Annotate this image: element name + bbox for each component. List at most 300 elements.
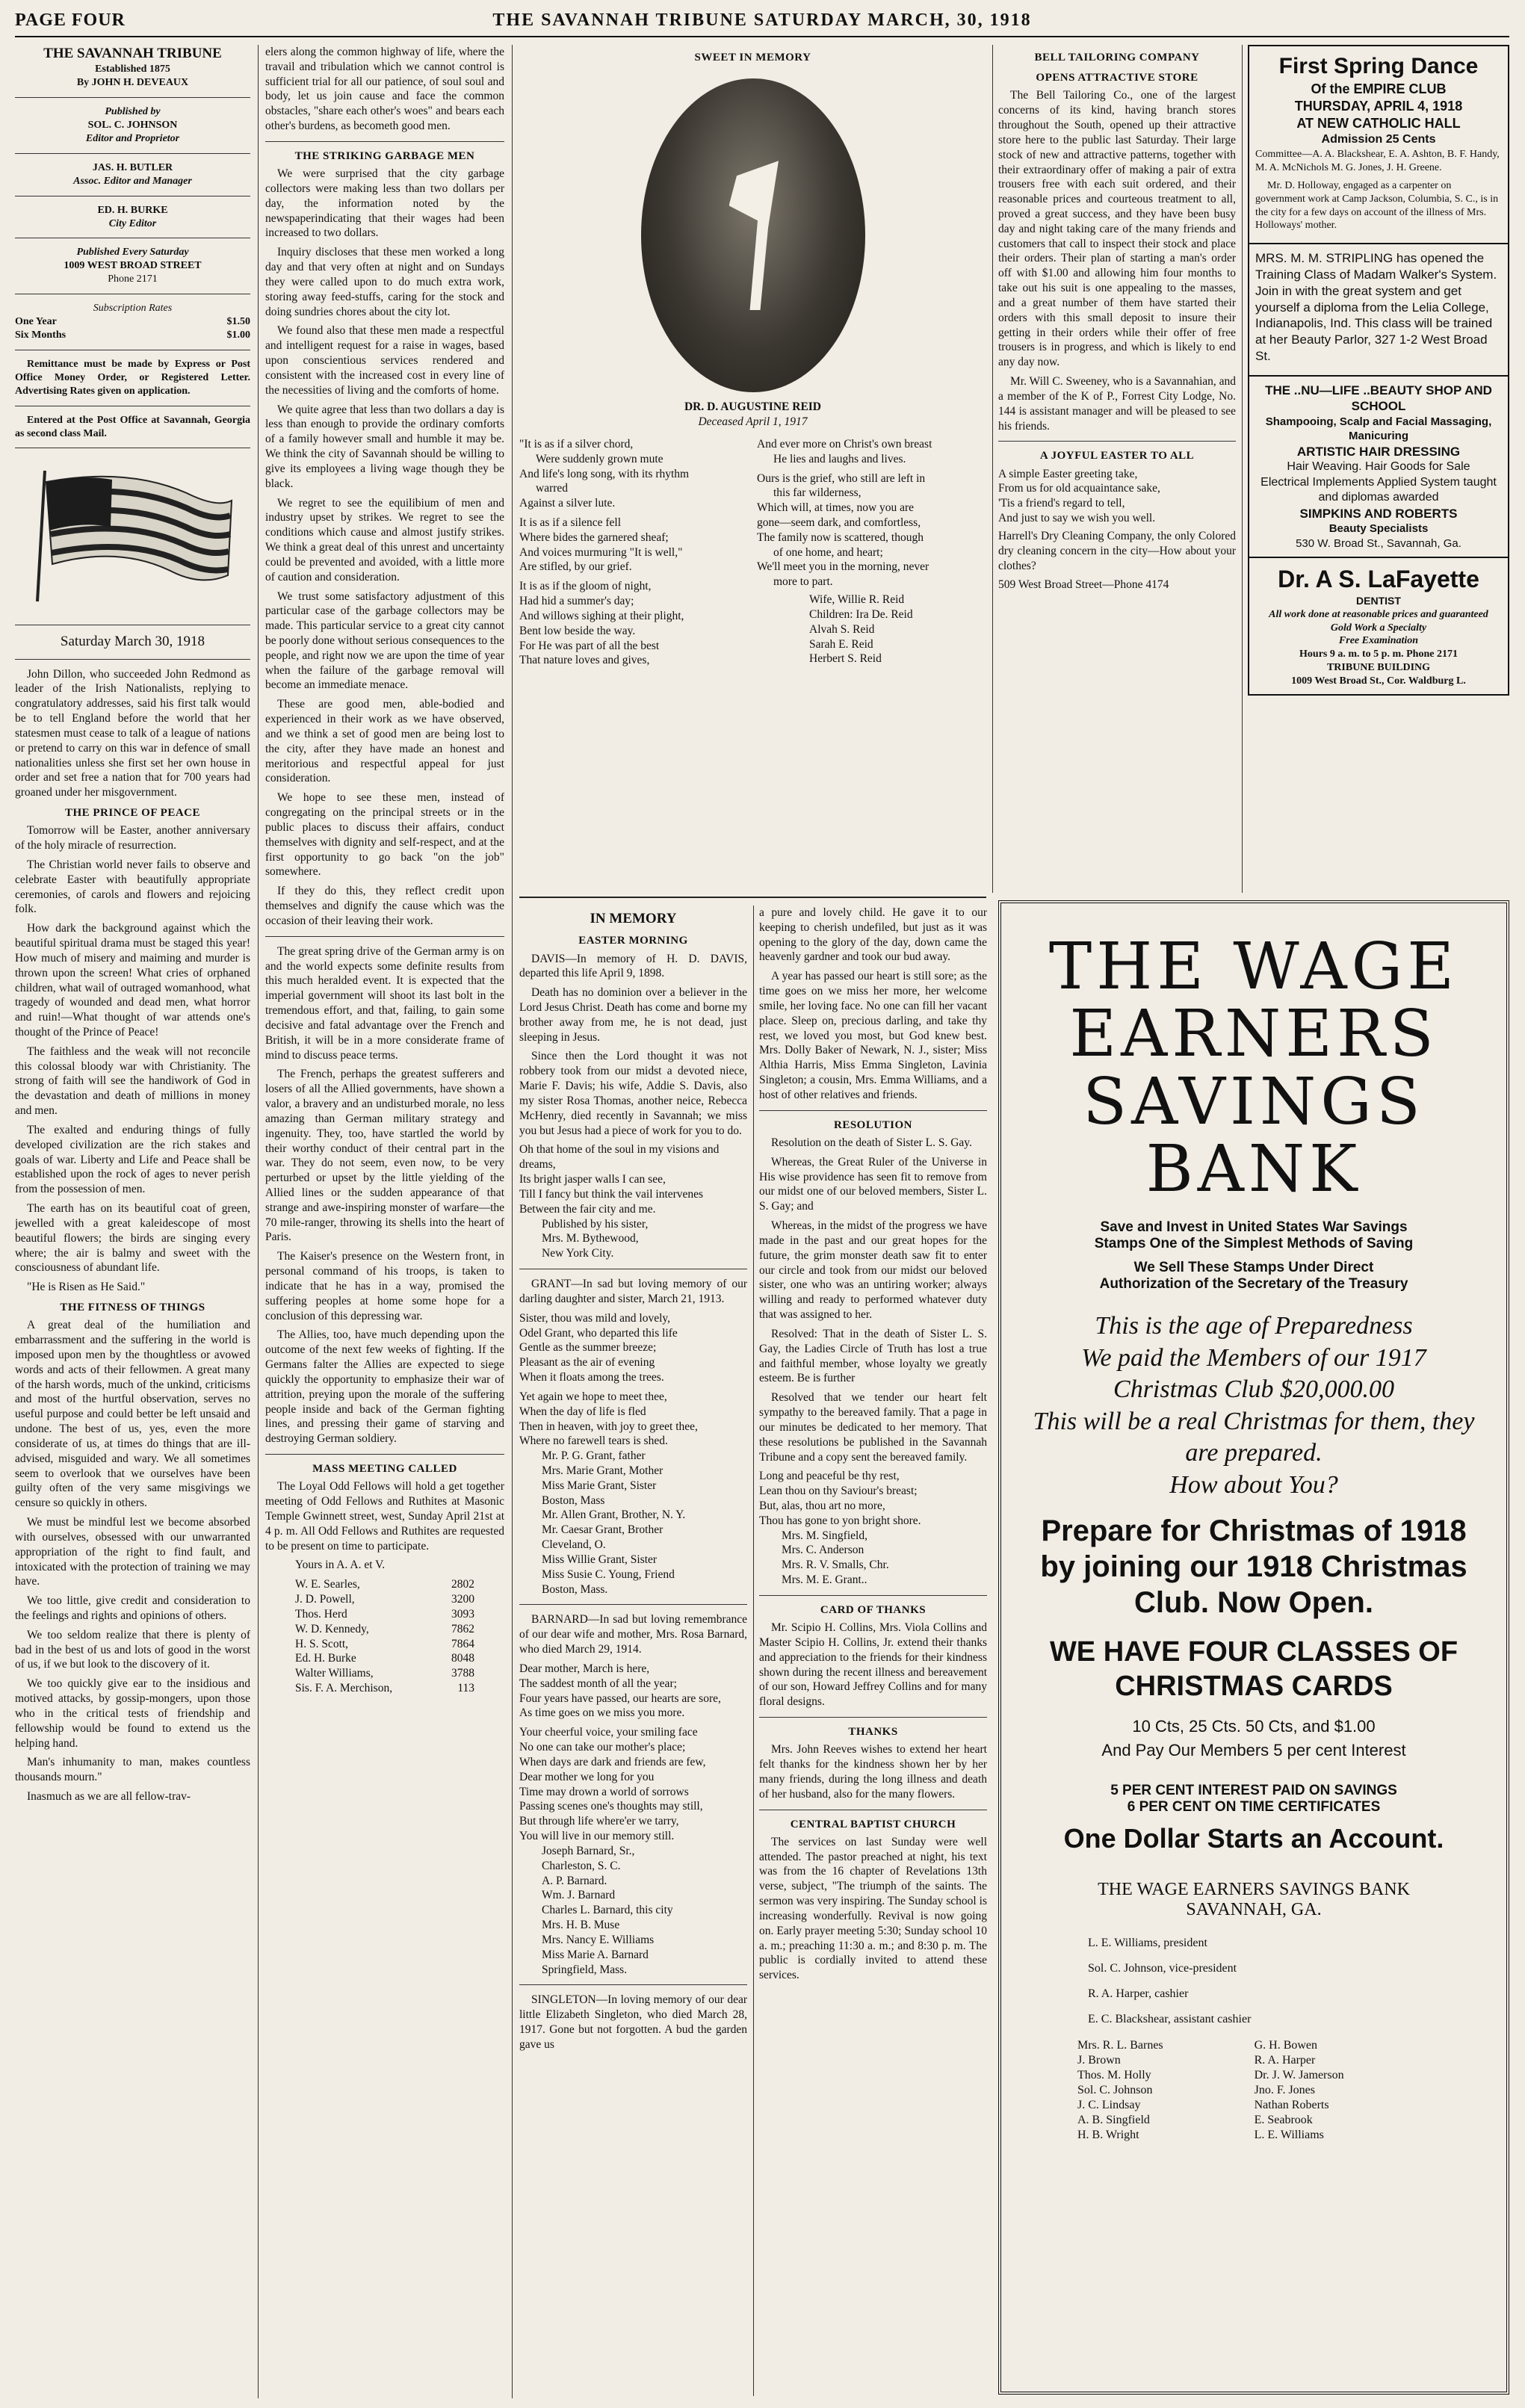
fitness-paragraph: We too little, give credit and consideration to the feelings and rights and opinions of others.	[15, 1594, 250, 1622]
poem-line: Sister, thou was mild and lovely,	[519, 1311, 671, 1325]
fitness-paragraph: A great deal of the humiliation and embarrassment and the suffering in the world is imposed upon men by the thoughtless or avowed words and acts of their fellowmen. A great many of the harsh words, much of the unkind, criticisms and most of the hurtful observation, serves no useful purpose and could better be left unsaid and undone. The best of us, yes, even the more considerate of us, at times do things that are ill-advised, misguided and wary. We all sometimes seem to overlook that we ourselves have been guilty often of the very same misgivings we censure so quickly in others.	[15, 1319, 250, 1510]
signature-line: Mr. Allen Grant, Brother, N. Y.	[542, 1508, 686, 1522]
dance-line: AT NEW CATHOLIC HALL	[1296, 116, 1461, 131]
joyful-easter-heading: A JOYFUL EASTER TO ALL	[1039, 450, 1195, 462]
bank-prices: 10 Cts, 25 Cts. 50 Cts, and $1.00	[1132, 1717, 1376, 1736]
garbage-paragraph: Inquiry discloses that these men worked a long day and that very often at night and on Sundays they were called upon to do much extra work, storing away feed-stuffs, caring for the stock and doing sundries chores about the city lot.	[265, 246, 504, 318]
card-of-thanks-heading: CARD OF THANKS	[820, 1603, 927, 1616]
bank-interest: 5 PER CENT INTEREST PAID ON SAVINGS	[1110, 1783, 1397, 1799]
prince-paragraph: How dark the background against which the beautiful spiritual drama must be staged this year! How much of misery and maiming and murder is thrown upon the screen! What cries of orphaned children, what wail of outraged womanhood, what tragedy of wounded and dead men, what horror and ruin!—What thought of war attends one's thought of the Prince of Peace!	[15, 922, 250, 1039]
director-row	[1073, 2038, 1434, 2053]
director-name: J. Brown	[1077, 2054, 1121, 2067]
sweet-in-memory-heading: SWEET IN MEMORY	[694, 52, 811, 64]
bank-save-text: Save and Invest in United States War Savings Stamps One of the Simplest Methods of Saving	[1094, 1219, 1414, 1252]
bank-officer: L. E. Williams, president	[1088, 1937, 1207, 1950]
bank-directors	[1073, 2038, 1434, 2143]
davis-body: Death has no dominion over a believer in the Lord Jesus Christ. Death has come and borne my brother away from me, he is not dead, just sleeping in Jesus.	[519, 986, 747, 1044]
rate-six-value: $1.00	[226, 329, 250, 341]
resolution-paragraph: Resolution on the death of Sister L. S. Gay.	[771, 1136, 972, 1149]
director-name: Sol. C. Johnson	[1077, 2084, 1153, 2097]
garbage-paragraph: We found also that these men made a respectful and intelligent request for a raise in wages, based upon conscientious services rendered and consistent with the increased cost in every line of the necessities of living and the comforts of home.	[265, 324, 504, 397]
beauty-title: THE ..NU—LIFE ..BEAUTY SHOP AND SCHOOL	[1265, 383, 1492, 414]
bell-paragraph: Mr. Will C. Sweeney, who is a Savannahian, and a member of the K of P., Forrest City Lodge, No. 144 is assistant manager and will be pleased to see his friends.	[998, 375, 1236, 433]
director-name: E. Seabrook	[1254, 2114, 1313, 2127]
fitness-paragraph: We too quickly give ear to the insidious and motived attacks, by gossip-mongers, upon those who in the critical tests of friendship and fellowship would be found to extend us the helping hand.	[15, 1677, 250, 1750]
signature-line: Miss Marie A. Barnard	[542, 1948, 649, 1961]
signer-name: W. D. Kennedy,	[295, 1622, 369, 1635]
poem-line: But through life where'er we tarry,	[519, 1815, 679, 1828]
dance-title: First Spring Dance	[1278, 54, 1479, 78]
bell-paragraph: The Bell Tailoring Co., one of the largest concerns of its kind, having branch stores throughout the South, opened up their attractive store here to the public last Saturday. Their large stock of new and attractive patterns, together with their extraordinary offer of making a pair of extra trousers free with each suit ordered, and their reasonable prices and courteous treatment to all, proved a great success, and they have been busy day and night taking care of the many friends and customers that call to inspect their stock and place their orders. Their plan of starting a man's order off with $1.00 and allowing him four months to take out his suit is one appealing to the masses, and a great number of them have started their orders with this small deposit to insure their getting in their orders while their offer of free trousers is in progress, and which is likely to end any day now.	[998, 89, 1236, 369]
poem-line: No one can take our mother's place;	[519, 1741, 686, 1754]
singleton-continued: a pure and lovely child. He gave it to our keeping to cherish undefiled, but just as it was opening to the glory of the day, down came the heavenly gardner and took our bud away.	[759, 906, 987, 964]
garbage-heading: THE STRIKING GARBAGE MEN	[294, 149, 475, 162]
column-6-ads	[1248, 45, 1509, 893]
signer-name: H. S. Scott,	[295, 1637, 349, 1650]
director-name: J. C. Lindsay	[1077, 2099, 1141, 2112]
poem-line: And ever more on Christ's own breast	[757, 437, 932, 451]
prince-paragraph: Tomorrow will be Easter, another anniversary of the holy miracle of resurrection.	[15, 824, 250, 852]
beauty-line: 530 W. Broad St., Savannah, Ga.	[1296, 536, 1461, 550]
thanks-paragraph: Mrs. John Reeves wishes to extend her heart felt thanks for the kindness shown her by her many friends, during the long illness and death of her husband, also for the many flowers.	[759, 1743, 987, 1801]
signers-list	[265, 1577, 504, 1696]
poem-line: But, alas, thou art no more,	[759, 1499, 885, 1512]
mass-meeting-closing: Yours in A. A. et V.	[295, 1559, 386, 1572]
poem-line: Lean thou on thy Saviour's breast;	[759, 1485, 918, 1498]
director-name: H. B. Wright	[1077, 2129, 1139, 2142]
signer-row	[265, 1666, 504, 1681]
masthead-published-by: Published by	[105, 106, 161, 118]
bank-title-line: BANK	[1145, 1131, 1362, 1207]
signer-row	[265, 1592, 504, 1607]
poem-line: Your cheerful voice, your smiling face	[519, 1726, 698, 1739]
resolution-paragraph: Whereas, the Great Ruler of the Universe in His wise providence has seen fit to remove from our midst one of our beloved members, Sister L. S. Gay; and	[759, 1155, 987, 1213]
poem-line: Dear mother we long for you	[519, 1770, 655, 1783]
poem-line: more to part.	[773, 575, 833, 589]
bank-officer: E. C. Blackshear, assistant cashier	[1088, 2013, 1252, 2026]
poem-line: For He was part of all the best	[519, 639, 660, 652]
signature-line: Mrs. C. Anderson	[782, 1544, 864, 1557]
signer-number: 113	[457, 1682, 474, 1695]
american-flag-image	[15, 463, 239, 605]
director-row	[1073, 2128, 1434, 2143]
in-memory-heading: IN MEMORY	[590, 911, 677, 926]
signer-number: 2802	[451, 1578, 474, 1591]
mass-meeting-heading: MASS MEETING CALLED	[312, 1463, 457, 1476]
dillon-paragraph: John Dillon, who succeeded John Redmond as leader of the Irish Nationalists, replying to congratulatory addresses, said his first talk would be to tell England before the world that her statesmen must cease to talk of a league of nations or pretend to carry on this war in defence of small nationalities unless she first set her own house in order and set free a nation that for 700 years had groaned under her misgovernment.	[15, 667, 250, 799]
poem-line: Then in heaven, with joy to greet thee,	[519, 1420, 698, 1433]
card-of-thanks: Mr. Scipio H. Collins, Mrs. Viola Collins and Master Scipio H. Collins, Jr. extend their thanks and appreciation to the friends for their kindness shown during the recent illness and bereavement of our son, Howard Jeffrey Collins and for many floral designs.	[759, 1621, 987, 1709]
bank-script: How about You?	[1169, 1470, 1338, 1499]
poem-line: That nature loves and gives,	[519, 654, 650, 667]
resolution-paragraph: Resolved that we tender our heart felt sympathy to the bereaved family. That a page in our minutes be dedicated to her memory. That these resolutions be published in the Savannah Tribune and a copy sent the bereaved family.	[759, 1391, 987, 1464]
director-row	[1073, 2053, 1434, 2068]
rate-year	[15, 315, 250, 329]
poem-right	[757, 437, 981, 589]
mass-meeting-paragraph: The Loyal Odd Fellows will hold a get together meeting of Odd Fellows and Ruthites at Masonic Temple Gwinnett street, west, Sunday April 21st at 4 p. m. All Odd Fellows and Ruthites are requested to be present on time to participate.	[265, 1480, 504, 1553]
dentist-line: TRIBUNE BUILDING	[1326, 662, 1431, 674]
drive-paragraph: The great spring drive of the German army is on and the world expects some definite results from this much heralded event. It is expected that the imperial government will shoot its last bolt in the tremendous effort, and that, failing, to gain some decisive and fatal advantage over the French and British, it will be in a more considerate frame of mind to discuss peace terms.	[265, 944, 504, 1062]
signer-name: Sis. F. A. Merchison,	[295, 1682, 393, 1695]
signature-line: Boston, Mass.	[542, 1582, 608, 1596]
signature-line: Miss Willie Grant, Sister	[542, 1553, 658, 1566]
rate-six	[15, 329, 250, 342]
masthead-address: 1009 WEST BROAD STREET	[64, 260, 202, 272]
bank-script: We paid the Members of our 1917 Christmas Club $20,000.00	[1081, 1343, 1426, 1404]
dentist-ad	[1248, 558, 1509, 696]
garbage-paragraph: We regret to see the equilibium of men and industry upset by strikes. We regret to see the conditions which cause and almost justify strikes. We think a great deal of this unrest and uncertainty could be prevented and avoided, with a little more of caution and consideration.	[265, 496, 504, 584]
beauty-line: SIMPKINS AND ROBERTS	[1299, 506, 1458, 521]
signer-name: Walter Williams,	[295, 1667, 374, 1680]
masthead-publisher: SOL. C. JOHNSON	[87, 120, 178, 131]
signature-line: Cleveland, O.	[542, 1538, 606, 1552]
signer-number: 3093	[451, 1607, 474, 1621]
easter-morning-heading: EASTER MORNING	[578, 935, 688, 947]
spring-dance-ad	[1248, 45, 1509, 244]
portrait-image	[641, 78, 865, 392]
poem-line: We'll meet you in the morning, never	[757, 560, 929, 574]
garbage-paragraph: If they do this, they reflect credit upon themselves and dignify the cause which was the occasion of their leaving their work.	[265, 885, 504, 927]
resolution-paragraph: Resolved: That in the death of Sister L. S. Gay, the Ladies Circle of Truth has lost a true and faithful member, whose loyalty we greatly esteem. Be is further	[759, 1327, 987, 1385]
signature-line: Boston, Mass	[542, 1494, 605, 1507]
column-5	[998, 45, 1236, 893]
bank-interest: 6 PER CENT ON TIME CERTIFICATES	[1127, 1799, 1381, 1816]
poem-line: Gentle as the summer breeze;	[519, 1341, 657, 1355]
poem-line: "It is as if a silver chord,	[519, 437, 634, 451]
director-name: Thos. M. Holly	[1077, 2069, 1151, 2082]
bell-tailoring-heading: BELL TAILORING COMPANY	[1034, 52, 1200, 64]
poem-line: Oh that home of the soul in my visions and dreams,	[519, 1143, 720, 1171]
signature-line: Mrs. H. B. Muse	[542, 1919, 620, 1932]
poem-line: The saddest month of all the year;	[519, 1677, 677, 1690]
bank-officer: R. A. Harper, cashier	[1088, 1987, 1189, 2001]
holloway-notice: Mr. D. Holloway, engaged as a carpenter on government work at Camp Jackson, Columbia, S. C., is in the city for a few days on account of the illness of Mrs. Holloways' mother.	[1255, 179, 1499, 232]
bank-classes: WE HAVE FOUR CLASSES OF CHRISTMAS CARDS	[1049, 1636, 1459, 1702]
poem-line: When the day of life is fled	[519, 1405, 646, 1418]
bank-prepare: Prepare for Christmas of 1918 by joining our 1918 Christmas Club. Now Open.	[1040, 1514, 1467, 1620]
director-name: R. A. Harper	[1254, 2054, 1316, 2067]
poem-left	[519, 437, 743, 668]
signer-row	[265, 1607, 504, 1622]
fitness-continued: elers along the common highway of life, where the travail and tribulation which we cannot control is sufficient trial for all our patience, of soul soul and body, let us join cause and face the common obstacles, "share each other's woes" and bears each other's burdens, as becometh good men.	[265, 46, 504, 133]
column-2	[265, 45, 504, 2398]
rate-six-label: Six Months	[15, 329, 66, 341]
bank-name: THE WAGE EARNERS SAVINGS BANK	[1098, 1880, 1410, 1900]
signature-line: Mr. P. G. Grant, father	[542, 1449, 646, 1463]
masthead-pub-every: Published Every Saturday	[76, 247, 189, 259]
drive-paragraph: The Kaiser's presence on the Western front, in personal command of his troops, is taken to indicate that he has in a way, promised the suffering peoples at home some hope for a conclusion of this depressing war.	[265, 1250, 504, 1322]
fitness-paragraph: Inasmuch as we are all fellow-trav-	[27, 1790, 191, 1804]
fitness-paragraph: Man's inhumanity to man, makes countless thousands mourn."	[15, 1756, 250, 1784]
prince-of-peace-heading: THE PRINCE OF PEACE	[64, 807, 201, 820]
memory-right-column	[759, 906, 987, 2396]
davis-poem	[519, 1142, 747, 1216]
poem-line: this far wilderness,	[773, 486, 862, 500]
poem-line: And life's long song, with its rhythm	[519, 467, 690, 480]
director-name: A. B. Singfield	[1077, 2114, 1150, 2127]
signature-line: Mrs. M. E. Grant..	[782, 1573, 867, 1587]
dentist-name: Dr. A S. LaFayette	[1278, 565, 1479, 592]
poem-line: When days are dark and friends are few,	[519, 1755, 706, 1768]
signer-number: 7862	[451, 1622, 474, 1635]
dateline: Saturday March 30, 1918	[60, 634, 205, 650]
garbage-paragraph: We hope to see these men, instead of congregating on the principal streets or in the public places to discuss their affairs, conduct themselves with dignity and self-respect, and at the first opportunity to go back "on the job" somewhere.	[265, 791, 504, 879]
poem-line: Where no farewell tears is shed.	[519, 1434, 668, 1448]
signature-line: Joseph Barnard, Sr.,	[542, 1844, 635, 1857]
signer-name: Thos. Herd	[295, 1607, 347, 1621]
resolution-poem	[759, 1469, 987, 1528]
poem-line: Its bright jasper walls I can see,	[519, 1173, 666, 1186]
fitness-heading: THE FITNESS OF THINGS	[60, 1302, 205, 1314]
poem-line: Time may drown a world of sorrows	[519, 1785, 689, 1798]
masthead-assoc-role: Assoc. Editor and Manager	[73, 175, 192, 187]
dentist-line: Hours 9 a. m. to 5 p. m. Phone 2171	[1299, 649, 1458, 660]
dentist-line: 1009 West Broad St., Cor. Waldburg L.	[1291, 675, 1466, 687]
signature-line: Charleston, S. C.	[542, 1859, 621, 1872]
signature-line: New York City.	[542, 1247, 614, 1260]
prince-paragraph: The exalted and enduring things of fully developed civilization are the rich stakes and goals of war. Liberty and Life and Peace shall be established upon the rock of ages to never perish from the possession of men.	[15, 1123, 250, 1196]
harrells-address: 509 West Broad Street—Phone 4174	[998, 578, 1169, 592]
poem-line: Yet again we hope to meet thee,	[519, 1390, 667, 1403]
poem-line: Were suddenly grown mute	[536, 452, 663, 465]
poem-line: The family now is scattered, though	[757, 530, 924, 544]
garbage-paragraph: We were surprised that the city garbage collectors were making less than two dollars per day, the information noted by the newspaperindicating that their wages had been increased to two dollars.	[265, 167, 504, 240]
signer-number: 8048	[451, 1652, 474, 1665]
prince-paragraph: "He is Risen as He Said."	[27, 1281, 146, 1294]
bank-dollar: One Dollar Starts an Account.	[1063, 1823, 1444, 1854]
poem-line: He lies and laughs and lives.	[773, 452, 906, 465]
poem-line: From us for old acquaintance sake,	[998, 482, 1160, 495]
stripling-text: MRS. M. M. STRIPLING has opened the Training Class of Madam Walker's System. Join in with the great system and get yourself a diploma from the Lelia College, Indianapolis, Ind. This class will be trained at her Beauty Parlor, 327 1-2 West Broad St.	[1255, 251, 1497, 363]
director-row	[1073, 2068, 1434, 2083]
bank-officers	[1088, 1937, 1479, 2026]
dance-line: Of the EMPIRE CLUB	[1311, 81, 1447, 97]
poem-line: It is as if the gloom of night,	[519, 580, 652, 593]
prince-paragraph: The Christian world never fails to observe and celebrate Easter with beautifully appropriate ceremonies, of carols and flowers and rejoicing folk.	[15, 858, 250, 916]
prince-paragraph: The earth has on its beautiful coat of green, jewelled with a great kaleidescope of most beautiful flowers; the birds are singing every where; the air is balmy and sweet with the consciousness of abundant life.	[15, 1202, 250, 1275]
dentist-line: Gold Work a Specialty	[1330, 622, 1427, 634]
beauty-shop-ad	[1248, 377, 1509, 558]
signer-name: J. D. Powell,	[295, 1593, 355, 1606]
barnard-poem	[519, 1662, 747, 1844]
masthead-city-editor: ED. H. BURKE	[97, 204, 168, 216]
dentist-line: All work done at reasonable prices and guaranteed	[1269, 608, 1488, 620]
dance-line: THURSDAY, APRIL 4, 1918	[1294, 99, 1463, 114]
masthead-city-editor-role: City Editor	[108, 217, 157, 229]
davis-notice: DAVIS—In memory of H. D. DAVIS, departed this life April 9, 1898.	[519, 952, 747, 980]
signer-row	[265, 1577, 504, 1592]
singleton-continued: A year has passed our heart is still sore; as the time goes on we miss her more, her welcome smile, her loving face. No one can fill her vacant place. Sleep on, precious darling, and take thy rest, we loved you most, but God knew best. Mrs. Dolly Baker of Newark, N. J., sister; Miss Althia Harris, Miss Emma Singleton, Lavinia Singleton; a cousin, Mrs. Emma Williams, and a host of other relatives and friends.	[759, 970, 987, 1101]
signature-line: Miss Marie Grant, Sister	[542, 1479, 657, 1492]
poem-line: And voices murmuring "It is well,"	[519, 545, 683, 559]
subscription-heading: Subscription Rates	[93, 303, 173, 315]
signer-name: W. E. Searles,	[295, 1578, 360, 1591]
sweet-in-memory	[519, 45, 986, 893]
signer-row	[265, 1681, 504, 1696]
masthead-founder: By JOHN H. DEVEAUX	[76, 77, 189, 89]
garbage-paragraph: We quite agree that less than two dollars a day is less than enough to provide the ordinary comforts of a family however small and humble it may be. We think the city of Savannah should be willing to give its employees a living wage though they be black.	[265, 403, 504, 490]
wage-earners-bank-ad	[998, 900, 1509, 2395]
director-row	[1073, 2113, 1434, 2128]
poem-line: Long and peaceful be thy rest,	[759, 1470, 900, 1483]
poem-line: Four years have passed, our hearts are sore,	[519, 1692, 721, 1705]
drive-paragraph: The French, perhaps the greatest sufferers and losers of all the Allied governments, have shown a valor, a bravery and an undisturbed morale, no less amazing than German military strategy and ingenuity. They, too, have startled the world by their worthy conduct of their central part in the war. They do not seem, even now, to be very perturbed or upset by the little yielding of the Allied lines or the sudden appearance of that strange and awe-inspiring monster of warfare—the 70 mile-ranger, throwing its shells into the heart of Paris.	[265, 1068, 504, 1244]
davis-signature	[519, 1217, 747, 1261]
portrait-name: DR. D. AUGUSTINE REID	[684, 400, 822, 414]
bank-officer: Sol. C. Johnson, vice-president	[1088, 1962, 1237, 1975]
signature-line: A. P. Barnard.	[542, 1874, 607, 1887]
signature-line: Wm. J. Barnard	[542, 1889, 616, 1902]
beauty-line: Shampooing, Scalp and Facial Massaging, Manicuring	[1265, 415, 1492, 443]
poem-line: Till I fancy but think the vail intervenes	[519, 1187, 704, 1201]
page-number: PAGE FOUR	[15, 10, 126, 30]
director-name: L. E. Williams	[1254, 2129, 1324, 2142]
director-name: Mrs. R. L. Barnes	[1077, 2039, 1163, 2052]
masthead-publisher-role: Editor and Proprietor	[85, 132, 180, 144]
grant-signature	[519, 1449, 747, 1597]
signature-line: Springfield, Mass.	[542, 1963, 628, 1976]
signature-line: Mrs. M. Singfield,	[782, 1529, 867, 1542]
dentist-role: DENTIST	[1356, 594, 1401, 607]
signature-line: Miss Susie C. Young, Friend	[542, 1567, 675, 1581]
singleton-notice: SINGLETON—In loving memory of our dear little Elizabeth Singleton, who died March 28, 1917. Gone but not forgotten. A bud the garden gave us	[519, 1993, 747, 2051]
dance-admission: Admission 25 Cents	[1321, 133, 1436, 146]
remittance-notice: Remittance must be made by Express or Post Office Money Order, or Registered Letter. Advertising Rates given on application.	[15, 358, 250, 397]
harrells-ad: Harrell's Dry Cleaning Company, the only Colored dry cleaning concern in the city—How about your clothes?	[998, 529, 1236, 572]
poem-line: And willows sighing at their plight,	[519, 609, 684, 622]
bank-title-line: EARNERS	[1069, 997, 1438, 1072]
poem-line: warred	[536, 482, 569, 495]
central-baptist-heading: CENTRAL BAPTIST CHURCH	[790, 1818, 956, 1830]
poem-line: Passing scenes one's thoughts may still,	[519, 1800, 703, 1813]
signature-line: Mrs. M. Bythewood,	[542, 1232, 639, 1245]
central-baptist-paragraph: The services on last Sunday were well attended. The pastor preached at night, his text was from the 16 chapter of Revelations 13th verse, subject, "The triumph of the saints. The sermon was very inspiring. The Sunday school is increasing wonderfully. Revival is now going on. Early prayer meeting 5:30; Sunday school 10 a. m.; preaching 11:30 a. m.; and 8:30 p. m. The public is cordially invited to attend these services.	[759, 1835, 987, 1982]
poem-line: gone—seem dark, and comfortless,	[757, 516, 921, 529]
thanks-heading: THANKS	[848, 1726, 898, 1739]
director-name: Jno. F. Jones	[1254, 2084, 1315, 2097]
signature-line: Mrs. R. V. Smalls, Chr.	[782, 1559, 889, 1572]
column-1	[15, 45, 250, 2398]
rate-year-label: One Year	[15, 316, 57, 328]
signer-name: Ed. H. Burke	[295, 1652, 356, 1665]
bank-script: This is the age of Preparedness	[1095, 1312, 1413, 1340]
bell-tailoring-subheading: OPENS ATTRACTIVE STORE	[1036, 72, 1198, 84]
signature-line: Charles L. Barnard, this city	[542, 1904, 673, 1917]
stripling-ad	[1248, 244, 1509, 376]
bank-title-line: SAVINGS	[1083, 1064, 1425, 1139]
bank-script: This will be a real Christmas for them, they are prepared.	[1033, 1407, 1475, 1467]
davis-body: Since then the Lord thought it was not robbery took from our midst a devoted niece, Marie F. Davis; his wife, Addie S. Davis, also my sister Rosa Thomas, another neice, Rebecca McHenry, died recently in Savannah; we miss you but Jesus had a piece of work for you to do.	[519, 1050, 747, 1137]
bank-sell-text: We Sell These Stamps Under Direct Authorization of the Secretary of the Treasury	[1099, 1260, 1408, 1293]
poem-line: Against a silver lute.	[519, 497, 616, 510]
poem-line: A simple Easter greeting take,	[998, 467, 1138, 480]
poem-line: Which will, at times, now you are	[757, 501, 915, 515]
director-name: G. H. Bowen	[1254, 2039, 1318, 2052]
resolution-heading: RESOLUTION	[833, 1118, 913, 1131]
poem-line: Are stifled, by our grief.	[519, 560, 632, 574]
poem-line: Bent low beside the way.	[519, 624, 636, 637]
masthead-name: THE SAVANNAH TRIBUNE	[43, 46, 222, 61]
masthead-assoc-editor: JAS. H. BUTLER	[92, 161, 173, 173]
poem-line: of one home, and heart;	[773, 545, 883, 559]
signer-row	[265, 1637, 504, 1652]
dance-committee: Committee—A. A. Blackshear, E. A. Ashton, B. F. Handy, M. A. McNichols M. G. Jones, J. H. Greene.	[1255, 148, 1500, 173]
grant-notice: GRANT—In sad but loving memory of our darling daughter and sister, March 21, 1913.	[519, 1278, 747, 1305]
director-row	[1073, 2083, 1434, 2098]
signature-line: Mrs. Nancy E. Williams	[542, 1933, 655, 1946]
family-member: Children: Ira De. Reid	[809, 607, 913, 621]
dentist-line: Free Examination	[1338, 635, 1419, 647]
portrait-date: Deceased April 1, 1917	[698, 415, 808, 429]
signature-line: Mr. Caesar Grant, Brother	[542, 1523, 663, 1537]
barnard-signature	[519, 1844, 747, 1977]
signer-row	[265, 1651, 504, 1666]
garbage-paragraph: These are good men, able-bodied and experienced in their work as we have observed, and we think a set of good men are being lost to the city, after they have made an honest and meritorious and respectful appeal for just consideration.	[265, 698, 504, 785]
garbage-paragraph: We trust some satisfactory adjustment of this particular case of the garbage collectors may be made. This particular service to a great city cannot be poorly done without serious consequences to the people, and right now we are upon the time of year when the failure of the garbage removal will become an immediate menace.	[265, 589, 504, 692]
family-member: Wife, Willie R. Reid	[809, 593, 905, 607]
family-member: Alvah S. Reid	[809, 622, 875, 636]
rate-year-value: $1.50	[226, 316, 250, 328]
newspaper-dateline-title: THE SAVANNAH TRIBUNE SATURDAY MARCH, 30, 1918	[492, 10, 1032, 30]
poem-line: You will live in our memory still.	[519, 1830, 675, 1843]
director-name: Nathan Roberts	[1254, 2099, 1329, 2112]
bank-pay: And Pay Our Members 5 per cent Interest	[1101, 1741, 1406, 1760]
masthead-phone: Phone 2171	[108, 273, 158, 285]
poem-line: When it floats among the trees.	[519, 1371, 664, 1384]
poem-line: As time goes on we miss you more.	[519, 1706, 685, 1720]
resolution-signature	[759, 1529, 987, 1588]
beauty-line: Hair Weaving. Hair Goods for Sale	[1287, 460, 1470, 474]
poem-line: Between the fair city and me.	[519, 1202, 656, 1216]
bank-title-line: THE WAGE	[1048, 929, 1459, 1004]
entered-notice: Entered at the Post Office at Savannah, Georgia as second class Mail.	[15, 414, 250, 439]
signer-number: 3788	[451, 1667, 474, 1680]
beauty-line: ARTISTIC HAIR DRESSING	[1296, 444, 1461, 459]
signer-row	[265, 1622, 504, 1637]
fitness-paragraph: We too seldom realize that there is plenty of bad in the best of us and lots of good in the worst of us, if we but look to the discovery of it.	[15, 1628, 250, 1671]
signature-line: Mrs. Marie Grant, Mother	[542, 1464, 663, 1477]
poem-line: And just to say we wish you well.	[998, 512, 1156, 525]
resolution-paragraph: Whereas, in the midst of the progress we have made in the past and our great hopes for the future, the grim monster death saw fit to enter our circle and took from our midst our beloved sister, one who was an untiring worker; always willing and ready to performed whatever duty that was assigned to her.	[759, 1219, 987, 1322]
poem-line: Pleasant as the air of evening	[519, 1356, 655, 1369]
poem-line: 'Tis a friend's regard to tell,	[998, 497, 1125, 510]
beauty-line: Beauty Specialists	[1328, 522, 1429, 536]
poem-line: Thou has gone to yon bright shore.	[759, 1514, 921, 1527]
prince-paragraph: The faithless and the weak will not reconcile this colossal bloody war with Christianity. The strong of faith will see the handiwork of God in the devastation and death of millions in money and men.	[15, 1044, 250, 1118]
grant-poem	[519, 1311, 747, 1449]
drive-paragraph: The Allies, too, have much depending upon the outcome of the next few weeks of fighting. If the Germans falter the Allies are expected to siege quickly the opportunity to emphasize their war of attrition, preying upon the morale of the suffering people inside and back of the German fighting lines, and pressing their game of starving and destroying German soldiery.	[265, 1328, 504, 1446]
signature-line: Published by his sister,	[542, 1217, 649, 1231]
page-header	[15, 6, 1509, 37]
family-list	[757, 592, 981, 666]
barnard-notice: BARNARD—In sad but loving remembrance of our dear wife and mother, Mrs. Rosa Barnard, who died March 29, 1914.	[519, 1613, 747, 1656]
family-member: Herbert S. Reid	[809, 652, 882, 666]
masthead-established: Established 1875	[95, 64, 170, 75]
poem-line: Had hid a summer's day;	[519, 595, 634, 608]
bank-city: SAVANNAH, GA.	[1186, 1900, 1322, 1920]
fitness-paragraph: We must be mindful lest we become absorbed with ourselves, obsessed with our unwarranted appropriation of the right to find fault, and intoxicated with the protection of training we may have.	[15, 1516, 250, 1588]
poem-line: Where bides the garnered sheaf;	[519, 530, 669, 544]
poem-line: Odel Grant, who departed this life	[519, 1326, 678, 1340]
easter-poem	[998, 467, 1236, 526]
poem-line: It is as if a silence fell	[519, 516, 622, 529]
beauty-line: Electrical Implements Applied System taught and diplomas awarded	[1260, 475, 1497, 504]
poem-line: Dear mother, March is here,	[519, 1662, 650, 1675]
director-name: Dr. J. W. Jamerson	[1254, 2069, 1344, 2082]
in-memory-column	[519, 906, 747, 2396]
signer-number: 3200	[451, 1593, 474, 1606]
poem-line: Ours is the grief, who still are left in	[757, 471, 926, 485]
